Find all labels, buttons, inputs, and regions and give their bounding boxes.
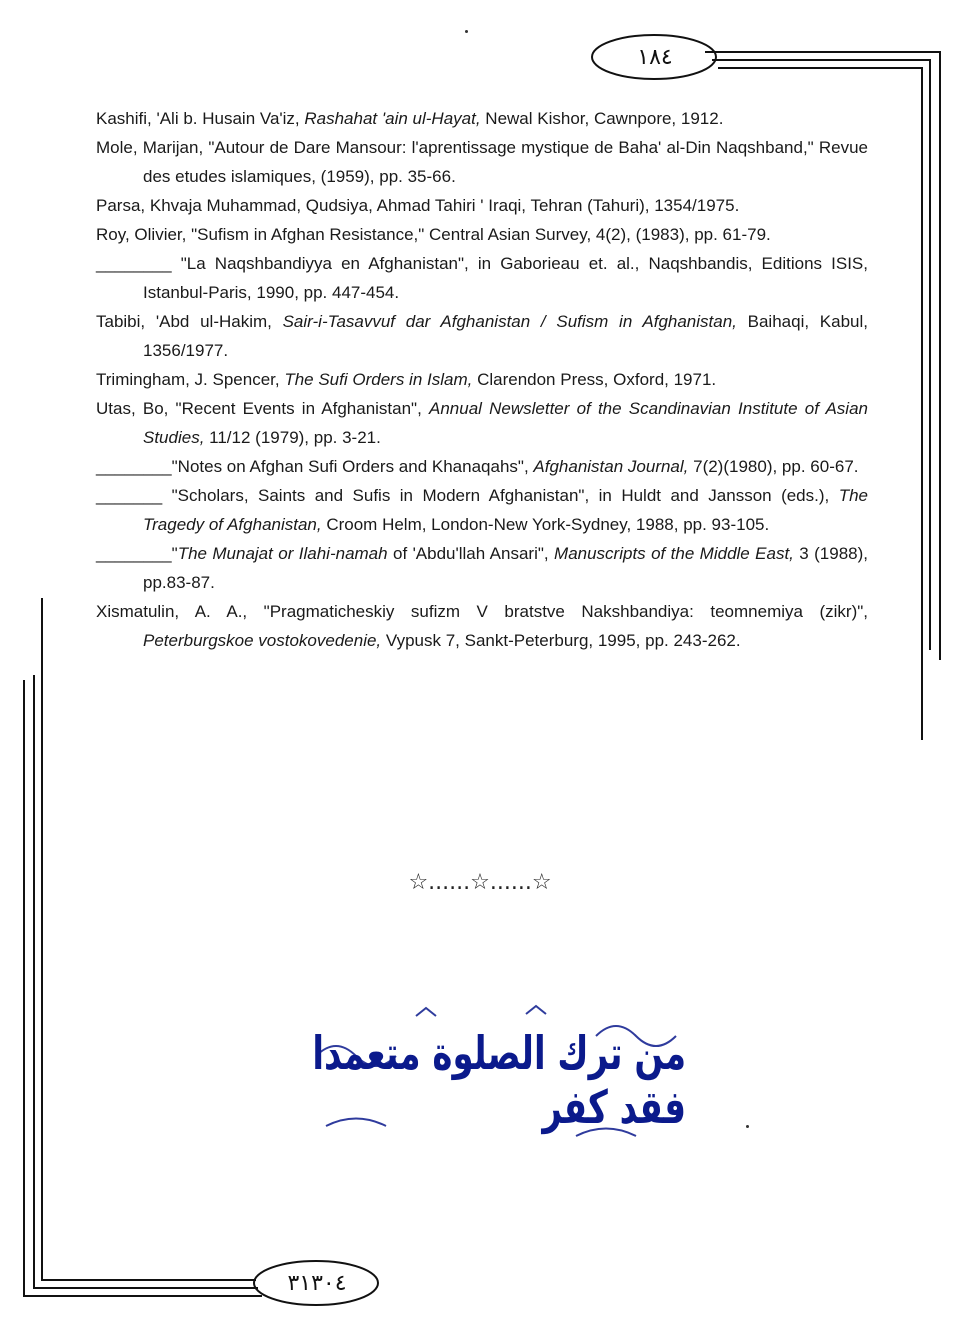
entry-text: Newal Kishor, Cawnpore, 1912. xyxy=(480,109,724,128)
page-number-top: ١٨٤ xyxy=(637,45,673,70)
entry-text: "Scholars, Saints and Sufis in Modern Afghanistan", in Huldt and Jansson (eds.), xyxy=(162,486,839,505)
entry-title-italic: Annual Newsletter of the Scandinavian Institute of Asian Studies, xyxy=(143,399,868,447)
page-number-bottom: ٣١٣٠٤ xyxy=(287,1271,347,1296)
entry-text: Mole, Marijan, "Autour de Dare Mansour: l'aprentissage mystique de Baha' al-Din Naqshband," Revue des etudes islamiques, (1959), pp. 35-66. xyxy=(96,138,868,186)
entry-text: Baihaqi, Kabul, 1356/1977. xyxy=(143,312,868,360)
entry-text: Parsa, Khvaja Muhammad, Qudsiya, Ahmad Tahiri ' Iraqi, Tehran (Tahuri), 1354/1975. xyxy=(96,196,740,215)
entry-title-italic: Rashahat 'ain ul-Hayat, xyxy=(304,109,481,128)
entry-text: 11/12 (1979), pp. 3-21. xyxy=(204,428,381,447)
entry-title-italic: Manuscripts of the Middle East, xyxy=(554,544,794,563)
entry-text: 7(2)(1980), pp. 60-67. xyxy=(688,457,859,476)
entry-title-italic: Afghanistan Journal, xyxy=(533,457,689,476)
bibliography-entry xyxy=(96,191,868,220)
bibliography-entry xyxy=(96,481,868,539)
speck xyxy=(465,30,468,33)
entry-text: "La Naqshbandiyya en Afghanistan", in Gaborieau et. al., Naqshbandis, Editions ISIS, Istanbul-Paris, 1990, pp. 447-454. xyxy=(143,254,868,302)
bibliography-entry xyxy=(96,394,868,452)
separator-stars: ☆......☆......☆ xyxy=(408,870,552,895)
ibid-dash: ________ xyxy=(96,457,172,476)
bibliography-entry xyxy=(96,539,868,597)
entry-title-italic: Peterburgskoe vostokovedenie, xyxy=(143,631,382,650)
bibliography-entry xyxy=(96,597,868,655)
bibliography-entry xyxy=(96,249,868,307)
entry-text: " xyxy=(171,544,178,563)
entry-text: "Notes on Afghan Sufi Orders and Khanaqahs", xyxy=(171,457,534,476)
speck xyxy=(746,1125,749,1128)
bibliography-entry xyxy=(96,133,868,191)
entry-text: Roy, Olivier, "Sufism in Afghan Resistance," Central Asian Survey, 4(2), (1983), pp. 61-79. xyxy=(96,225,771,244)
entry-title-italic: Sair-i-Tasavvuf dar Afghanistan / Sufism in Afghanistan, xyxy=(282,312,737,331)
bibliography-entry xyxy=(96,452,868,481)
ibid-dash: _______ xyxy=(96,486,163,505)
entry-text: Xismatulin, A. A., "Pragmaticheskiy sufizm V bratstve Nakshbandiya: teomnemiya (zikr)", xyxy=(96,602,868,621)
bibliography-entry xyxy=(96,104,868,133)
entry-text: 3 (1988), pp.83-87. xyxy=(143,544,869,592)
calligraphy-text: من ترك الصلوة متعمدا فقد كفر xyxy=(312,1027,686,1135)
entry-title-italic: The Sufi Orders in Islam, xyxy=(284,370,473,389)
ibid-dash: ________ xyxy=(96,254,172,273)
bibliography-list xyxy=(96,104,868,655)
entry-text: of 'Abdu'llah Ansari", xyxy=(387,544,555,563)
bibliography-entry xyxy=(96,365,868,394)
entry-text: Trimingham, J. Spencer, xyxy=(96,370,285,389)
entry-text: Tabibi, 'Abd ul-Hakim, xyxy=(96,312,283,331)
entry-title-italic: The Tragedy of Afghanistan, xyxy=(143,486,868,534)
calligraphy-emblem xyxy=(296,996,686,1166)
entry-title-italic: The Munajat or Ilahi-namah xyxy=(177,544,388,563)
bibliography-entry xyxy=(96,220,868,249)
bibliography-entry xyxy=(96,307,868,365)
entry-text: Vypusk 7, Sankt-Peterburg, 1995, pp. 243-262. xyxy=(381,631,741,650)
ibid-dash: ________ xyxy=(96,544,172,563)
entry-text: Utas, Bo, "Recent Events in Afghanistan", xyxy=(96,399,429,418)
entry-text: Clarendon Press, Oxford, 1971. xyxy=(472,370,717,389)
entry-text: Croom Helm, London-New York-Sydney, 1988, pp. 93-105. xyxy=(321,515,770,534)
entry-text: Kashifi, 'Ali b. Husain Va'iz, xyxy=(96,109,305,128)
